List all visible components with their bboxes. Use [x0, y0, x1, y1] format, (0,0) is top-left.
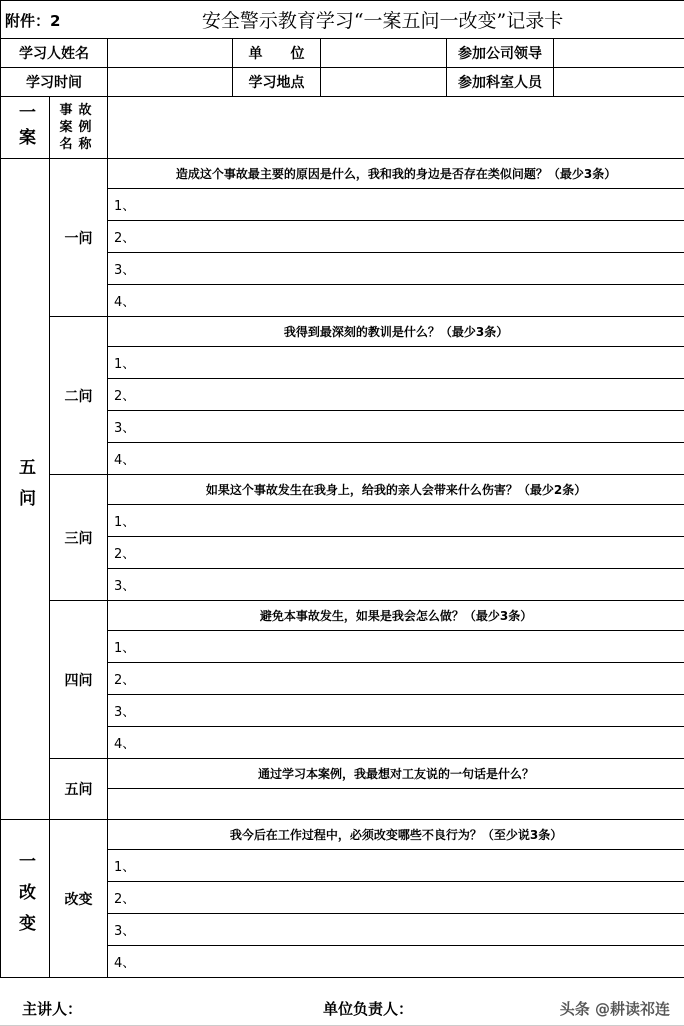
company-leader-field[interactable] — [554, 39, 684, 68]
learner-name-label: 学习人姓名 — [1, 39, 108, 68]
question-3-answer-line[interactable]: 1、 — [108, 505, 684, 537]
change-answer-line[interactable]: 2、 — [108, 882, 684, 914]
attachment-label: 附件：2 — [5, 12, 61, 30]
study-time-field[interactable] — [108, 68, 233, 97]
question-1-answer-line[interactable]: 2、 — [108, 221, 684, 253]
question-5-label: 五问 — [50, 759, 108, 820]
question-2-answer-line[interactable]: 3、 — [108, 411, 684, 443]
watermark: 头条 @耕读祁连 — [559, 1000, 670, 1018]
change-label: 改变 — [50, 820, 108, 978]
question-1-answer-line[interactable]: 1、 — [108, 189, 684, 221]
question-4-answer-line[interactable]: 4、 — [108, 727, 684, 759]
question-4-answer-line[interactable]: 3、 — [108, 695, 684, 727]
study-time-label: 学习时间 — [1, 68, 108, 97]
question-4-answer-line[interactable]: 1、 — [108, 631, 684, 663]
question-1-prompt: 造成这个事故最主要的原因是什么，我和我的身边是否存在类似问题？（最少3条） — [108, 159, 684, 189]
change-answer-line[interactable]: 3、 — [108, 914, 684, 946]
question-1-answer-line[interactable]: 4、 — [108, 285, 684, 317]
question-3-label: 三问 — [50, 475, 108, 601]
question-3-answer-line[interactable]: 3、 — [108, 569, 684, 601]
question-4-answer-line[interactable]: 2、 — [108, 663, 684, 695]
title-row — [1, 1, 684, 39]
case-name-label: 事故案例名称 — [50, 97, 108, 159]
learner-name-field[interactable] — [108, 39, 233, 68]
unit-field[interactable] — [321, 39, 447, 68]
dept-staff-label: 参加科室人员 — [447, 68, 554, 97]
change-section-label: 一改变 — [1, 820, 50, 978]
case-section-label: 一案 — [1, 97, 50, 159]
unit-head-label: 单位负责人： — [323, 1000, 414, 1018]
question-2-prompt: 我得到最深刻的教训是什么？（最少3条） — [108, 317, 684, 347]
question-5-answer-line[interactable] — [108, 789, 684, 820]
question-2-label: 二问 — [50, 317, 108, 475]
page-title: 安全警示教育学习“一案五问一改变”记录卡 — [201, 10, 564, 32]
change-prompt: 我今后在工作过程中，必须改变哪些不良行为？（至少说3条） — [108, 820, 684, 850]
unit-label: 单 位 — [233, 39, 321, 68]
question-2-answer-line[interactable]: 2、 — [108, 379, 684, 411]
question-1-answer-line[interactable]: 3、 — [108, 253, 684, 285]
change-answer-line[interactable]: 1、 — [108, 850, 684, 882]
company-leader-label: 参加公司领导 — [447, 39, 554, 68]
question-1-section-label: 五问 — [1, 159, 50, 820]
question-3-answer-line[interactable]: 2、 — [108, 537, 684, 569]
question-3-prompt: 如果这个事故发生在我身上，给我的亲人会带来什么伤害？（最少2条） — [108, 475, 684, 505]
dept-staff-field[interactable] — [554, 68, 684, 97]
question-5-prompt: 通过学习本案例，我最想对工友说的一句话是什么？ — [108, 759, 684, 789]
change-answer-line[interactable]: 4、 — [108, 946, 684, 978]
case-name-field[interactable] — [108, 97, 684, 159]
study-place-label: 学习地点 — [233, 68, 321, 97]
question-2-answer-line[interactable]: 1、 — [108, 347, 684, 379]
speaker-label: 主讲人： — [22, 1000, 83, 1018]
footer — [0, 989, 684, 1026]
study-place-field[interactable] — [321, 68, 447, 97]
question-4-prompt: 避免本事故发生，如果是我会怎么做？（最少3条） — [108, 601, 684, 631]
question-4-label: 四问 — [50, 601, 108, 759]
question-2-answer-line[interactable]: 4、 — [108, 443, 684, 475]
question-1-label: 一问 — [50, 159, 108, 317]
